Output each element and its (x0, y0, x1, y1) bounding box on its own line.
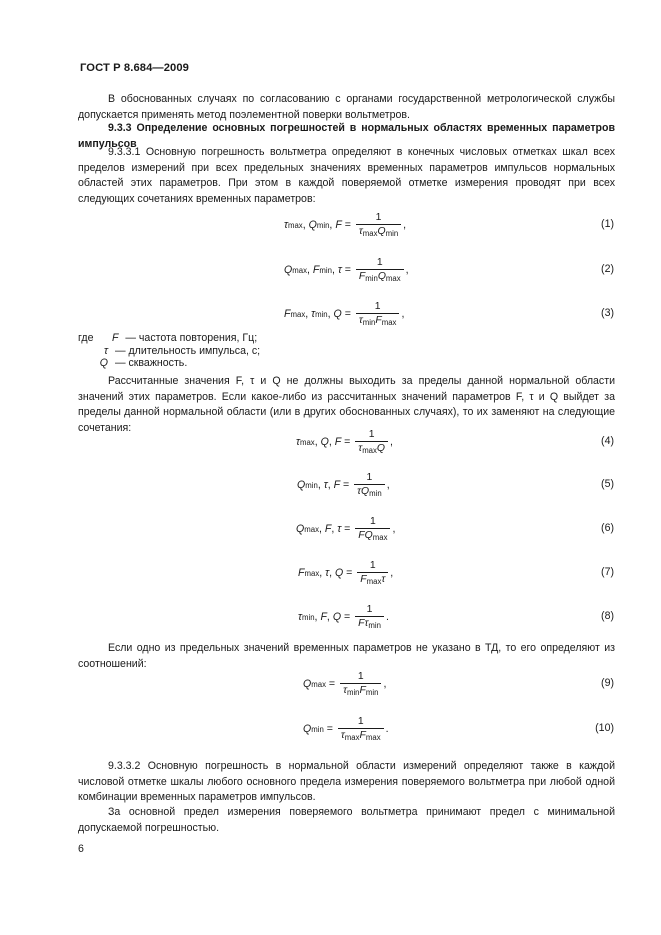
equation-number: (7) (601, 566, 614, 578)
legend-text: — скважность. (114, 357, 188, 369)
equation-number: (8) (601, 610, 614, 622)
legend-row (78, 357, 478, 370)
section-heading: 9.3.3 Определение основных погрешностей в нормальных областях временных параметров импульсов (78, 122, 615, 150)
legend-symbol: τ (104, 344, 108, 357)
paragraph-intro: В обоснованных случаях по согласованию с органами государственной метрологической службы допускается применять метод поэлементной поверки вольтметров. (78, 93, 615, 121)
equation-10: Q min = $\frac{1}{\tau_{max}F_{max}}$ . (10) (303, 716, 614, 742)
equation-number: (10) (595, 722, 614, 734)
document-header: ГОСТ Р 8.684—2009 (80, 62, 189, 74)
equation-number: (9) (601, 677, 614, 689)
equation-number: (4) (601, 435, 614, 447)
equation-number: (5) (601, 478, 614, 490)
equation-5: Q min , τ , F = $\frac{1}{\tau Q_{min}}$ , (5) (297, 472, 614, 498)
legend-row (78, 332, 478, 345)
legend-where: где (78, 332, 94, 344)
legend-text: — длительность импульса, с; (114, 344, 261, 357)
page-number: 6 (78, 843, 84, 855)
legend-text: — частота повторения, Гц; (125, 332, 258, 344)
paragraph-9-3-3-2: 9.3.3.2 Основную погрешность в нормальной области измерений определяют также в каждой числовой отметке шкалы любого основного предела измерения поверяемого вольтметра при любой одной комбинации временных параметров импульсов. (78, 760, 615, 804)
paragraph-missing-limits: Если одно из предельных значений временных параметров не указано в ТД, то его определяют из соотношений: (78, 642, 615, 670)
equation-1: τ max , Q min , F = $\frac{1}{\tau_{max}Q_{min}}$ , (1) (284, 212, 614, 238)
equation-7: F max , τ , Q = $\frac{1}{F_{max}\tau}$ , (7) (298, 560, 614, 586)
equation-number: (2) (601, 263, 614, 275)
symbol-legend (78, 332, 478, 370)
legend-symbol: F (111, 332, 119, 344)
legend-row (78, 345, 478, 358)
paragraph-9-3-3-1: 9.3.3.1 Основную погрешность вольтметра определяют в конечных числовых отметках шкал всех пределов измерений при всех предельных значениях временных параметров импульсов нормальных областей этих параметров. При этом в каждой поверяемой отметке измерения проводят при всех следующих сочетаниях временных параметров: (78, 146, 615, 205)
equation-3: F max , τ min , Q = $\frac{1}{\tau_{min}F_{max}}$ , (3) (284, 301, 614, 327)
equation-4: τ max , Q , F = $\frac{1}{\tau_{max}Q}$ , (4) (296, 429, 614, 455)
equation-8: τ min , F , Q = $\frac{1}{F\tau_{min}}$ . (8) (298, 604, 614, 630)
equation-2: Q max , F min , τ = $\frac{1}{F_{min}Q_{max}}$ , (2) (284, 257, 614, 283)
paragraph-main-limit: За основной предел измерения поверяемого вольтметра принимают предел с минимальной допускаемой погрешностью. (78, 806, 615, 834)
equation-6: Q max , F , τ = $\frac{1}{FQ_{max}}$ , (6) (296, 516, 614, 542)
paragraph-substitution: Рассчитанные значения F, τ и Q не должны выходить за пределы данной нормальной области значений этих параметров. Если какое-либо из рассчитанных значений параметров F, τ и Q выйдет за пределы данной нормальной области (или в других обоснованных случаях), то их заменяют на следующие сочетания: (78, 375, 615, 434)
legend-symbol: Q (99, 357, 108, 369)
equation-number: (1) (601, 218, 614, 230)
equation-number: (3) (601, 307, 614, 319)
equation-9: Q max = $\frac{1}{\tau_{min}F_{min}}$ , (9) (303, 671, 614, 697)
equation-number: (6) (601, 522, 614, 534)
